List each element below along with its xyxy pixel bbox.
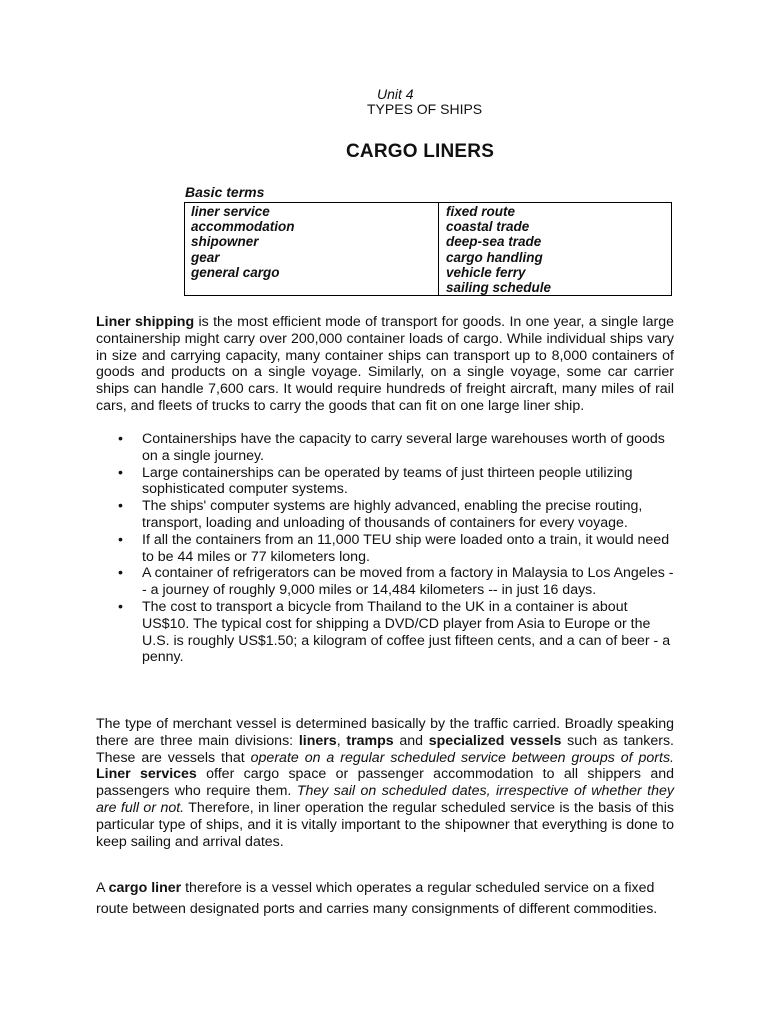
- bullet-icon: •: [118, 431, 123, 447]
- italic-phrase: They sail on scheduled dates, irrespective of whether they are full or not.: [96, 783, 674, 816]
- bullet-icon: •: [118, 464, 123, 481]
- terms-right-column: [446, 204, 551, 295]
- paragraph-text: and: [393, 732, 429, 749]
- table-divider: [438, 203, 439, 295]
- term: coastal trade: [446, 219, 530, 235]
- page-title: CARGO LINERS: [346, 141, 495, 162]
- list-item-text: Large containerships can be operated by teams of just thirteen people utilizing sophisticated computer systems.: [142, 464, 633, 498]
- bullet-icon: •: [118, 565, 123, 582]
- cargo-liner-definition: [96, 878, 674, 919]
- bold-term: liners: [298, 732, 337, 749]
- bold-term: specialized vessels: [428, 732, 562, 749]
- intro-paragraph: [96, 314, 674, 415]
- paragraph-text: is the most efficient mode of transport for goods. In one year, a single large containership might carry over 200,000 container loads of cargo. While individual ships vary in size and carrying capacity, many container ships can transport up to 8,000 containers of goods and products on a single voyage. Similarly, on a single voyage, some car carrier ships can handle 7,600 cars. It would require hundreds of freight aircraft, many miles of rail cars, and fleets of trucks to carry the goods that can fit on one large liner ship.: [96, 314, 675, 414]
- term: cargo handling: [446, 249, 543, 265]
- list-item: [96, 465, 674, 499]
- basic-terms-title: Basic terms: [185, 184, 265, 200]
- italic-phrase: operate on a regular scheduled service between groups of ports.: [250, 749, 674, 766]
- basic-terms-table: [184, 202, 672, 296]
- bold-term: Liner services: [96, 766, 197, 783]
- bold-term: tramps: [346, 732, 394, 749]
- list-item-text: The cost to transport a bicycle from Thailand to the UK in a container is about US$10. The typical cost for shipping a DVD/CD player from Asia to Europe or the U.S. is roughly US$1.50; a kilogram of coffee just fifteen cents, and a can of beer - a penny.: [142, 598, 671, 666]
- list-item-text: If all the containers from an 11,000 TEU ship were loaded onto a train, it would need to be 44 miles or 77 kilometers long.: [142, 531, 670, 565]
- term: gear: [191, 249, 220, 265]
- list-item: [96, 498, 674, 532]
- paragraph-text: offer cargo space or passenger accommodation to all shippers and passengers who require them.: [96, 766, 674, 800]
- bullet-icon: •: [118, 598, 123, 615]
- unit-label: Unit 4: [377, 86, 414, 102]
- paragraph-text: such as tankers. These are vessels that: [96, 732, 674, 766]
- list-item: [96, 532, 674, 566]
- list-item: [96, 565, 674, 599]
- term: vehicle ferry: [446, 264, 526, 280]
- terms-left-column: [191, 204, 295, 280]
- list-item-text: Containerships have the capacity to carry several large warehouses worth of goods on a single journey.: [142, 431, 665, 464]
- unit-subtitle: TYPES OF SHIPS: [367, 101, 483, 117]
- paragraph-text: Therefore, in liner operation the regular scheduled service is the basis of this particular type of ships, and it is vitally important to the shipowner that everything is done to keep sailing and arrival dates.: [96, 799, 674, 850]
- term: accommodation: [191, 219, 295, 235]
- bullet-icon: •: [118, 498, 123, 515]
- paragraph-text: A: [96, 880, 109, 896]
- term: liner service: [191, 204, 270, 219]
- list-item: [96, 599, 674, 666]
- bold-term: Liner shipping: [96, 314, 195, 330]
- list-item-text: A container of refrigerators can be moved from a factory in Malaysia to Los Angeles -- a journey of roughly 9,000 miles or 14,484 kilometers -- in just 16 days.: [142, 565, 674, 599]
- term: general cargo: [191, 264, 280, 280]
- list-item: [96, 431, 674, 465]
- term: fixed route: [446, 204, 516, 219]
- bold-term: cargo liner: [108, 880, 182, 896]
- facts-list: [96, 431, 674, 666]
- vessel-types-paragraph: [96, 716, 674, 850]
- bullet-icon: •: [118, 531, 123, 548]
- paragraph-text: The type of merchant vessel is determined basically by the traffic carried. Broadly speaking there are three main divisions:: [96, 716, 674, 749]
- term: shipowner: [191, 234, 259, 250]
- paragraph-text: ,: [336, 732, 347, 749]
- paragraph-text: therefore is a vessel which operates a regular scheduled service on a fixed route between designated ports and carries many consignments of different commodities.: [96, 880, 658, 917]
- list-item-text: The ships' computer systems are highly advanced, enabling the precise routing, transport, loading and unloading of thousands of containers for every voyage.: [142, 498, 643, 531]
- term: deep-sea trade: [446, 234, 542, 250]
- term: sailing schedule: [446, 280, 552, 296]
